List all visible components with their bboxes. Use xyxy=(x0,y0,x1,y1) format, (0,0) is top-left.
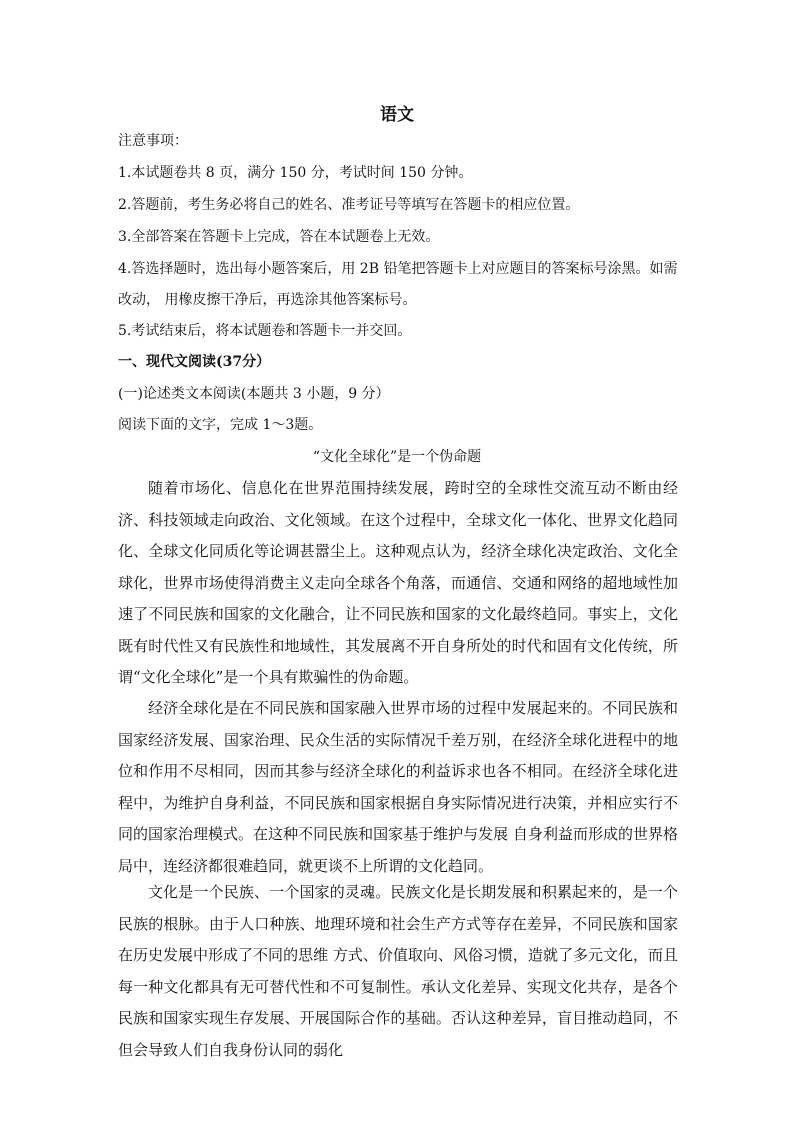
reading-instruction: 阅读下面的文字，完成 1～3题。 xyxy=(118,417,323,433)
article-paragraph-1: 随着市场化、信息化在世界范围持续发展，跨时空的全球性交流互动不断由经济、科技领域走向政治、文化领域。在这个过程中，全球文化一体化、世界文化趋同化、全球文化同质化等论调甚嚣尘上。这种观点认为，经济全球化决定政治、文化全球化，世界市场使得消费主义走向全球各个角落，而通信、交通和网络的超地域性加速了不同民族和国家的文化融合，让不同民族和国家的文化最终趋同。事实上，文化既有时代性又有民族性和地域性，其发展离不开自身所处的时代和固有文化传统，所谓“文化全球化”是一个具有欺骗性的伪命题。 xyxy=(118,479,678,686)
page-title: 语文 xyxy=(380,105,414,125)
article-title: “文化全球化”是一个伪命题 xyxy=(312,449,482,465)
notice-heading: 注意事项： xyxy=(118,133,188,149)
notice-item-5: 5.考试结束后，将本试题卷和答题卡一并交回。 xyxy=(118,323,412,339)
section-heading: 一、现代文阅读(37分） xyxy=(118,354,271,370)
notice-item-3: 3.全部答案在答题卡上完成，答在本试题卷上无效。 xyxy=(118,229,440,245)
notice-item-4-continued: 改动， 用橡皮擦干净后，再选涂其他答案标号。 xyxy=(118,292,417,308)
notice-item-1: 1.本试题卷共 8 页，满分 150 分，考试时间 150 分钟。 xyxy=(118,165,473,181)
article-paragraph-2: 经济全球化是在不同民族和国家融入世界市场的过程中发展起来的。不同民族和国家经济发展、国家治理、民众生活的实际情况千差万别，在经济全球化进程中的地位和作用不尽相同，因而其参与经济全球化的利益诉求也各不相同。在经济全球化进程中，为维护自身利益，不同民族和国家根据自身实际情况进行决策，并相应实行不同的国家治理模式。在这种不同民族和国家基于维护与发展 自身利益而形成的世界格局中，连经济都很难趋同，就更谈不上所谓的文化趋同。 xyxy=(118,699,678,875)
notice-item-2: 2.答题前，考生务必将自己的姓名、准考证号等填写在答题卡的相应位置。 xyxy=(118,197,580,213)
subsection-heading: (一)论述类文本阅读(本题共 3 小题，9 分） xyxy=(118,386,390,402)
article-paragraph-3: 文化是一个民族、一个国家的灵魂。民族文化是长期发展和积累起来的，是一个民族的根脉。由于人口种族、地理环境和社会生产方式等存在差异，不同民族和国家在历史发展中形成了不同的思维 方式、价值取向、风俗习惯，造就了多元文化，而且每一种文化都具有无可替代性和不可复制性。承认文化差异、实现文化共存，是各个民族和国家实现生存发展、开展国际合作的基础。否认这种差异，盲目推动趋同，不但会导致人们自我身份认同的弱化 xyxy=(118,883,678,1059)
notice-item-4: 4.答选择题时，选出每小题答案后，用 2B 铅笔把答题卡上对应题目的答案标号涂黑。如需 xyxy=(118,261,678,277)
